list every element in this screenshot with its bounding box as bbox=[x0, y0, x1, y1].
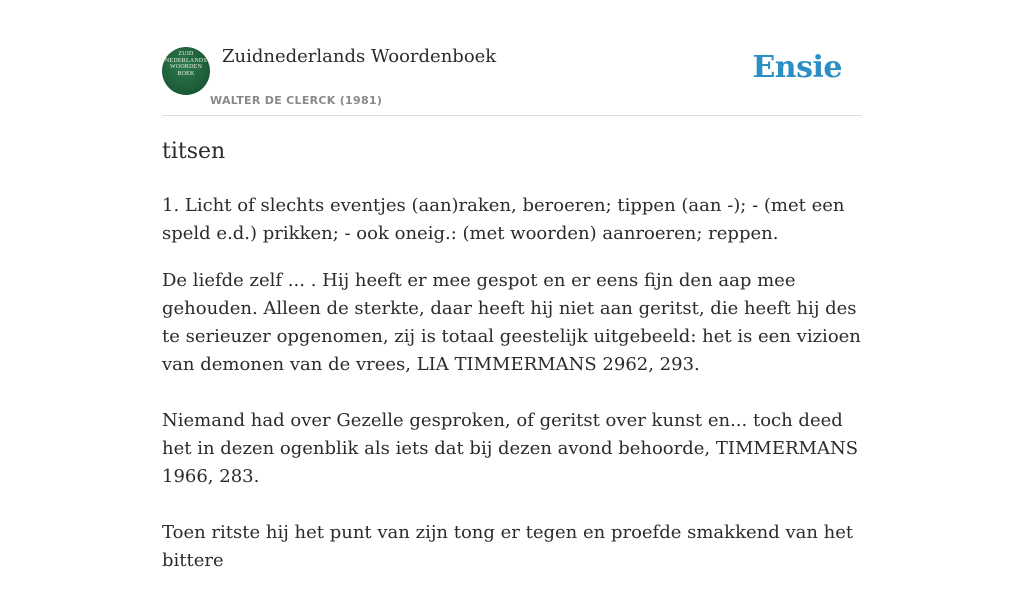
page bbox=[162, 0, 862, 571]
brand-logo-link[interactable]: Ensie bbox=[752, 50, 842, 85]
book-logo[interactable] bbox=[162, 47, 210, 95]
book-title-link[interactable]: Zuidnederlands Woordenboek bbox=[222, 46, 497, 67]
quote: Toen ritste hij het punt van zijn tong er tegen en proefde smakkend van het bittere bbox=[162, 522, 854, 571]
quote: De liefde zelf ... . Hij heeft er mee gespot en er eens fijn den aap mee gehouden. Alleen de sterkte, daar heeft hij niet aan geritst, die heeft hij des te serieuzer opgenomen, zij is totaal geestelijk uitgebeeld: het is een vizioen van demonen van de vrees, LIA TIMMERMANS 2962, 293. bbox=[162, 270, 861, 375]
book-author: WALTER DE CLERCK (1981) bbox=[210, 94, 383, 107]
logo-text: ZUID NEDERLANDS WOORDEN BOEK bbox=[165, 51, 207, 77]
entry-content bbox=[162, 192, 862, 594]
definition: 1. Licht of slechts eventjes (aan)raken, beroeren; tippen (aan -); - (met een speld e.d.) prikken; - ook oneig.: (met woorden) aanroeren; reppen. bbox=[162, 195, 845, 244]
header bbox=[162, 0, 862, 116]
entry-title: titsen bbox=[162, 139, 226, 164]
quote: Niemand had over Gezelle gesproken, of geritst over kunst en... toch deed het in dezen ogenblik als iets dat bij dezen avond behoorde, TIMMERMANS 1966, 283. bbox=[162, 410, 859, 487]
